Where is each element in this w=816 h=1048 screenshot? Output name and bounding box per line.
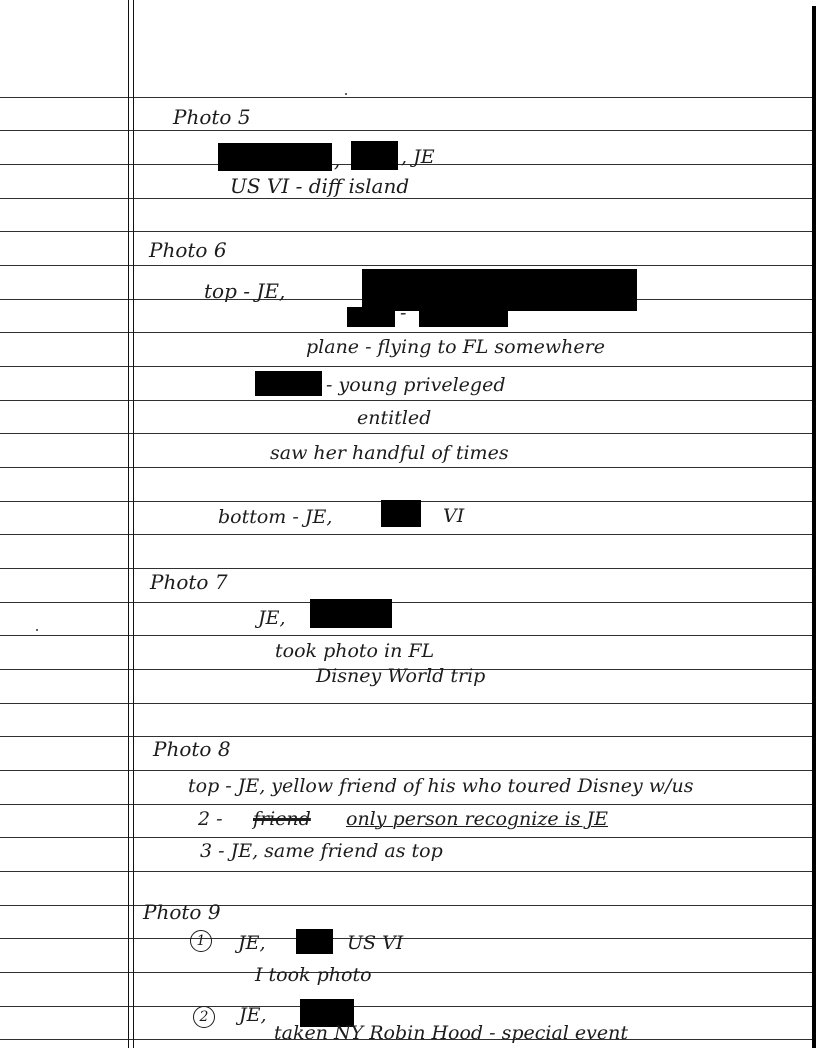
photo9-one-took: I took photo	[255, 964, 372, 986]
photo7-disney: Disney World trip	[316, 665, 486, 687]
photo6-dash: -	[400, 302, 407, 324]
redaction-block	[310, 599, 392, 628]
ruled-line	[0, 400, 812, 401]
ruled-line	[0, 871, 812, 872]
ruled-line	[0, 938, 812, 939]
redaction-block	[419, 307, 508, 327]
photo9-heading: Photo 9	[143, 900, 221, 924]
ruled-line	[0, 265, 812, 266]
photo8-two-prefix: 2 -	[198, 808, 223, 830]
photo8-two-rest: only person recognize is JE	[346, 808, 609, 830]
photo7-je: JE,	[258, 607, 286, 629]
photo9-one-loc: US VI	[347, 932, 404, 954]
item-number-2: 2	[193, 1006, 215, 1028]
photo9-one-je: JE,	[238, 932, 266, 954]
ruled-line	[0, 568, 812, 569]
ruled-line	[0, 770, 812, 771]
photo6-heading: Photo 6	[149, 238, 227, 262]
photo5-location: US VI - diff island	[230, 174, 410, 198]
redaction-block	[381, 500, 421, 527]
photo6-saw: saw her handful of times	[270, 442, 509, 464]
ruled-line	[0, 231, 812, 232]
margin-line	[128, 0, 129, 1048]
ruled-line	[0, 534, 812, 535]
photo9-two-taken: taken NY Robin Hood - special event	[274, 1022, 628, 1044]
ruled-line	[0, 1006, 812, 1007]
ruled-line	[0, 905, 812, 906]
photo6-plane: plane - flying to FL somewhere	[306, 336, 605, 358]
ruled-line	[0, 332, 812, 333]
photo5-je: , JE	[401, 146, 435, 168]
ruled-line	[0, 130, 812, 131]
ruled-line	[0, 804, 812, 805]
ruled-line	[0, 837, 812, 838]
ruled-line	[0, 467, 812, 468]
ruled-line	[0, 602, 812, 603]
photo6-bottom-suffix: VI	[443, 505, 465, 527]
ruled-line	[0, 703, 812, 704]
redaction-block	[218, 143, 332, 171]
redaction-block	[351, 141, 398, 170]
photo7-heading: Photo 7	[150, 570, 228, 594]
photo5-heading: Photo 5	[173, 105, 251, 129]
photo9-two-je: JE,	[239, 1004, 267, 1026]
stray-dot	[345, 93, 347, 95]
photo8-heading: Photo 8	[153, 737, 231, 761]
photo6-top-prefix: top - JE,	[204, 279, 286, 303]
redaction-block	[296, 929, 333, 954]
photo6-bottom-prefix: bottom - JE,	[218, 506, 333, 528]
ruled-line	[0, 972, 812, 973]
ruled-line	[0, 97, 812, 98]
photo6-entitled: entitled	[357, 407, 432, 429]
redaction-block	[255, 371, 322, 396]
margin-line	[133, 0, 134, 1048]
item-number-1: 1	[190, 930, 212, 952]
ruled-line	[0, 198, 812, 199]
photo8-top: top - JE, yellow friend of his who toured Disney w/us	[188, 775, 694, 797]
stray-dot	[36, 629, 38, 631]
ruled-line	[0, 366, 812, 367]
photo8-three: 3 - JE, same friend as top	[200, 840, 443, 862]
ruled-line	[0, 635, 812, 636]
photo5-separator: ,	[334, 150, 341, 172]
photo7-took: took photo in FL	[275, 640, 435, 662]
page-edge	[812, 6, 816, 1048]
ruled-line	[0, 736, 812, 737]
ruled-line	[0, 433, 812, 434]
photo8-two-struck: friend	[253, 808, 311, 830]
redaction-block	[347, 307, 395, 327]
photo6-young: - young priveleged	[326, 374, 506, 396]
